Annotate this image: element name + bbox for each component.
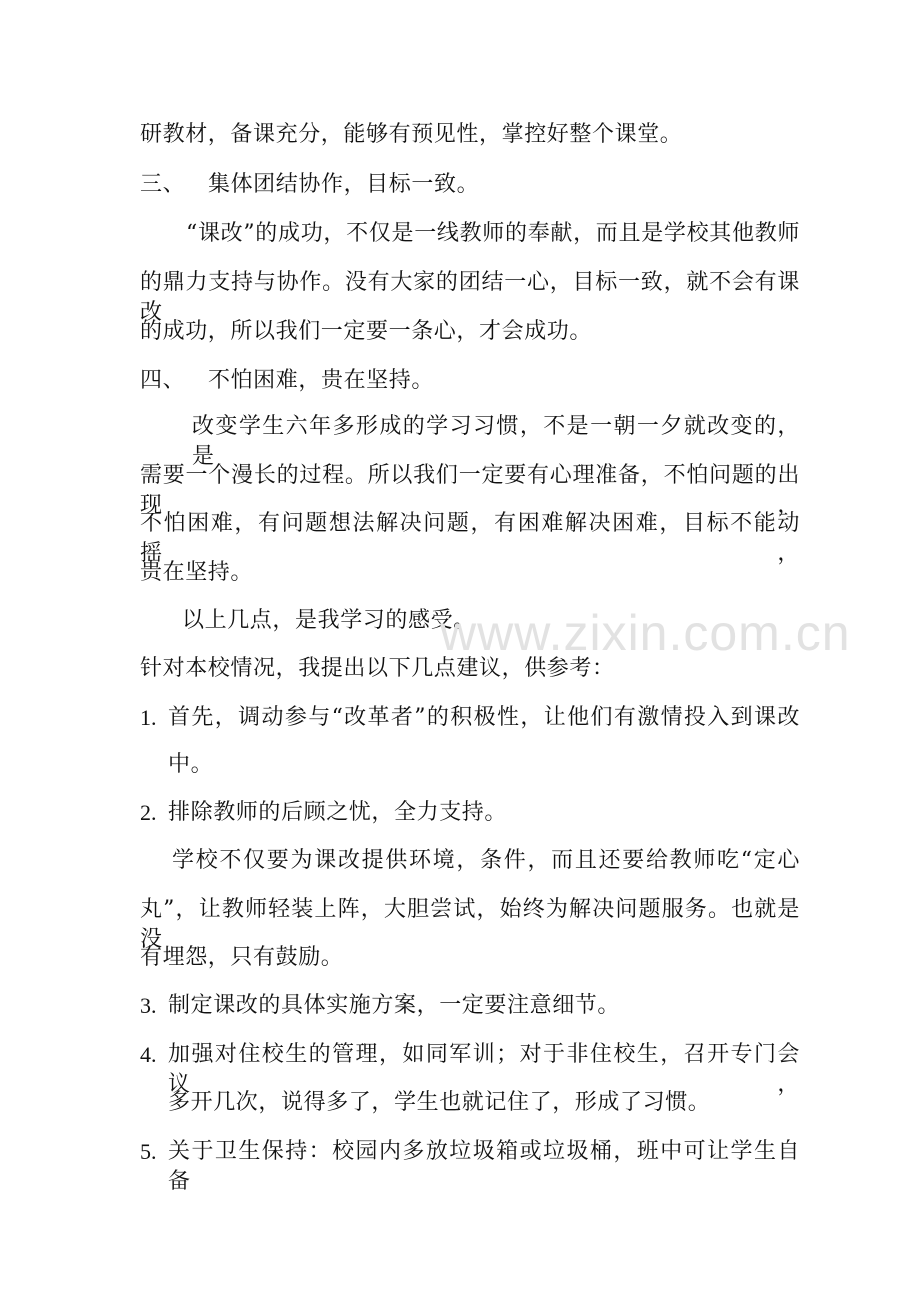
text-line: 丸”，让教师轻装上阵，大胆尝试，始终为解决问题服务。也就是没 (140, 897, 800, 952)
list-number: 3. (140, 993, 157, 1018)
text-line: 的鼎力支持与协作。没有大家的团结一心，目标一致，就不会有课改 (140, 270, 800, 325)
list-item-text: 制定课改的具体实施方案，一定要注意细节。 (168, 993, 621, 1018)
text-line: 贵在坚持。 (140, 560, 254, 585)
list-item-text: 关于卫生保持：校园内多放垃圾箱或垃圾桶，班中可让学生自备 (168, 1139, 800, 1194)
text-line: 不怕困难，有问题想法解决问题，有困难解决困难，目标不能动摇， (140, 511, 800, 566)
list-item-text: 首先，调动参与“改革者”的积极性，让他们有激情投入到课改 (168, 705, 800, 730)
text-line: 研教材，备课充分，能够有预见性，掌控好整个课堂。 (140, 122, 683, 147)
section-heading-4: 四、 不怕困难，贵在坚持。 (140, 368, 434, 393)
section-heading-3: 三、 集体团结协作，目标一致。 (140, 172, 480, 197)
text-line: 需要一个漫长的过程。所以我们一定要有心理准备，不怕问题的出现， (140, 463, 800, 518)
list-item-text: 中。 (168, 752, 214, 777)
text-line: 以上几点，是我学习的感受。 (182, 608, 476, 633)
text-line: “课改”的成功，不仅是一线教师的奉献，而且是学校其他教师 (186, 221, 800, 246)
text-line: 的成功，所以我们一定要一条心，才会成功。 (140, 319, 593, 344)
list-item-text: 加强对住校生的管理，如同军训；对于非住校生，召开专门会议， (168, 1042, 800, 1097)
list-number: 2. (140, 800, 157, 825)
list-item-text: 排除教师的后顾之忧，全力支持。 (168, 800, 508, 825)
list-number: 1. (140, 705, 157, 730)
text-line: 学校不仅要为课改提供环境，条件，而且还要给教师吃“定心 (172, 848, 800, 873)
list-number: 5. (140, 1139, 157, 1164)
text-line: 针对本校情况，我提出以下几点建议，供参考： (140, 656, 615, 681)
text-line: 有埋怨，只有鼓励。 (140, 945, 344, 970)
watermark: www.zixin.com.cn (440, 605, 851, 661)
list-item-text: 多开几次，说得多了，学生也就记住了，形成了习惯。 (168, 1090, 711, 1115)
list-number: 4. (140, 1042, 157, 1067)
text-line: 改变学生六年多形成的学习习惯，不是一朝一夕就改变的，是 (192, 414, 800, 469)
